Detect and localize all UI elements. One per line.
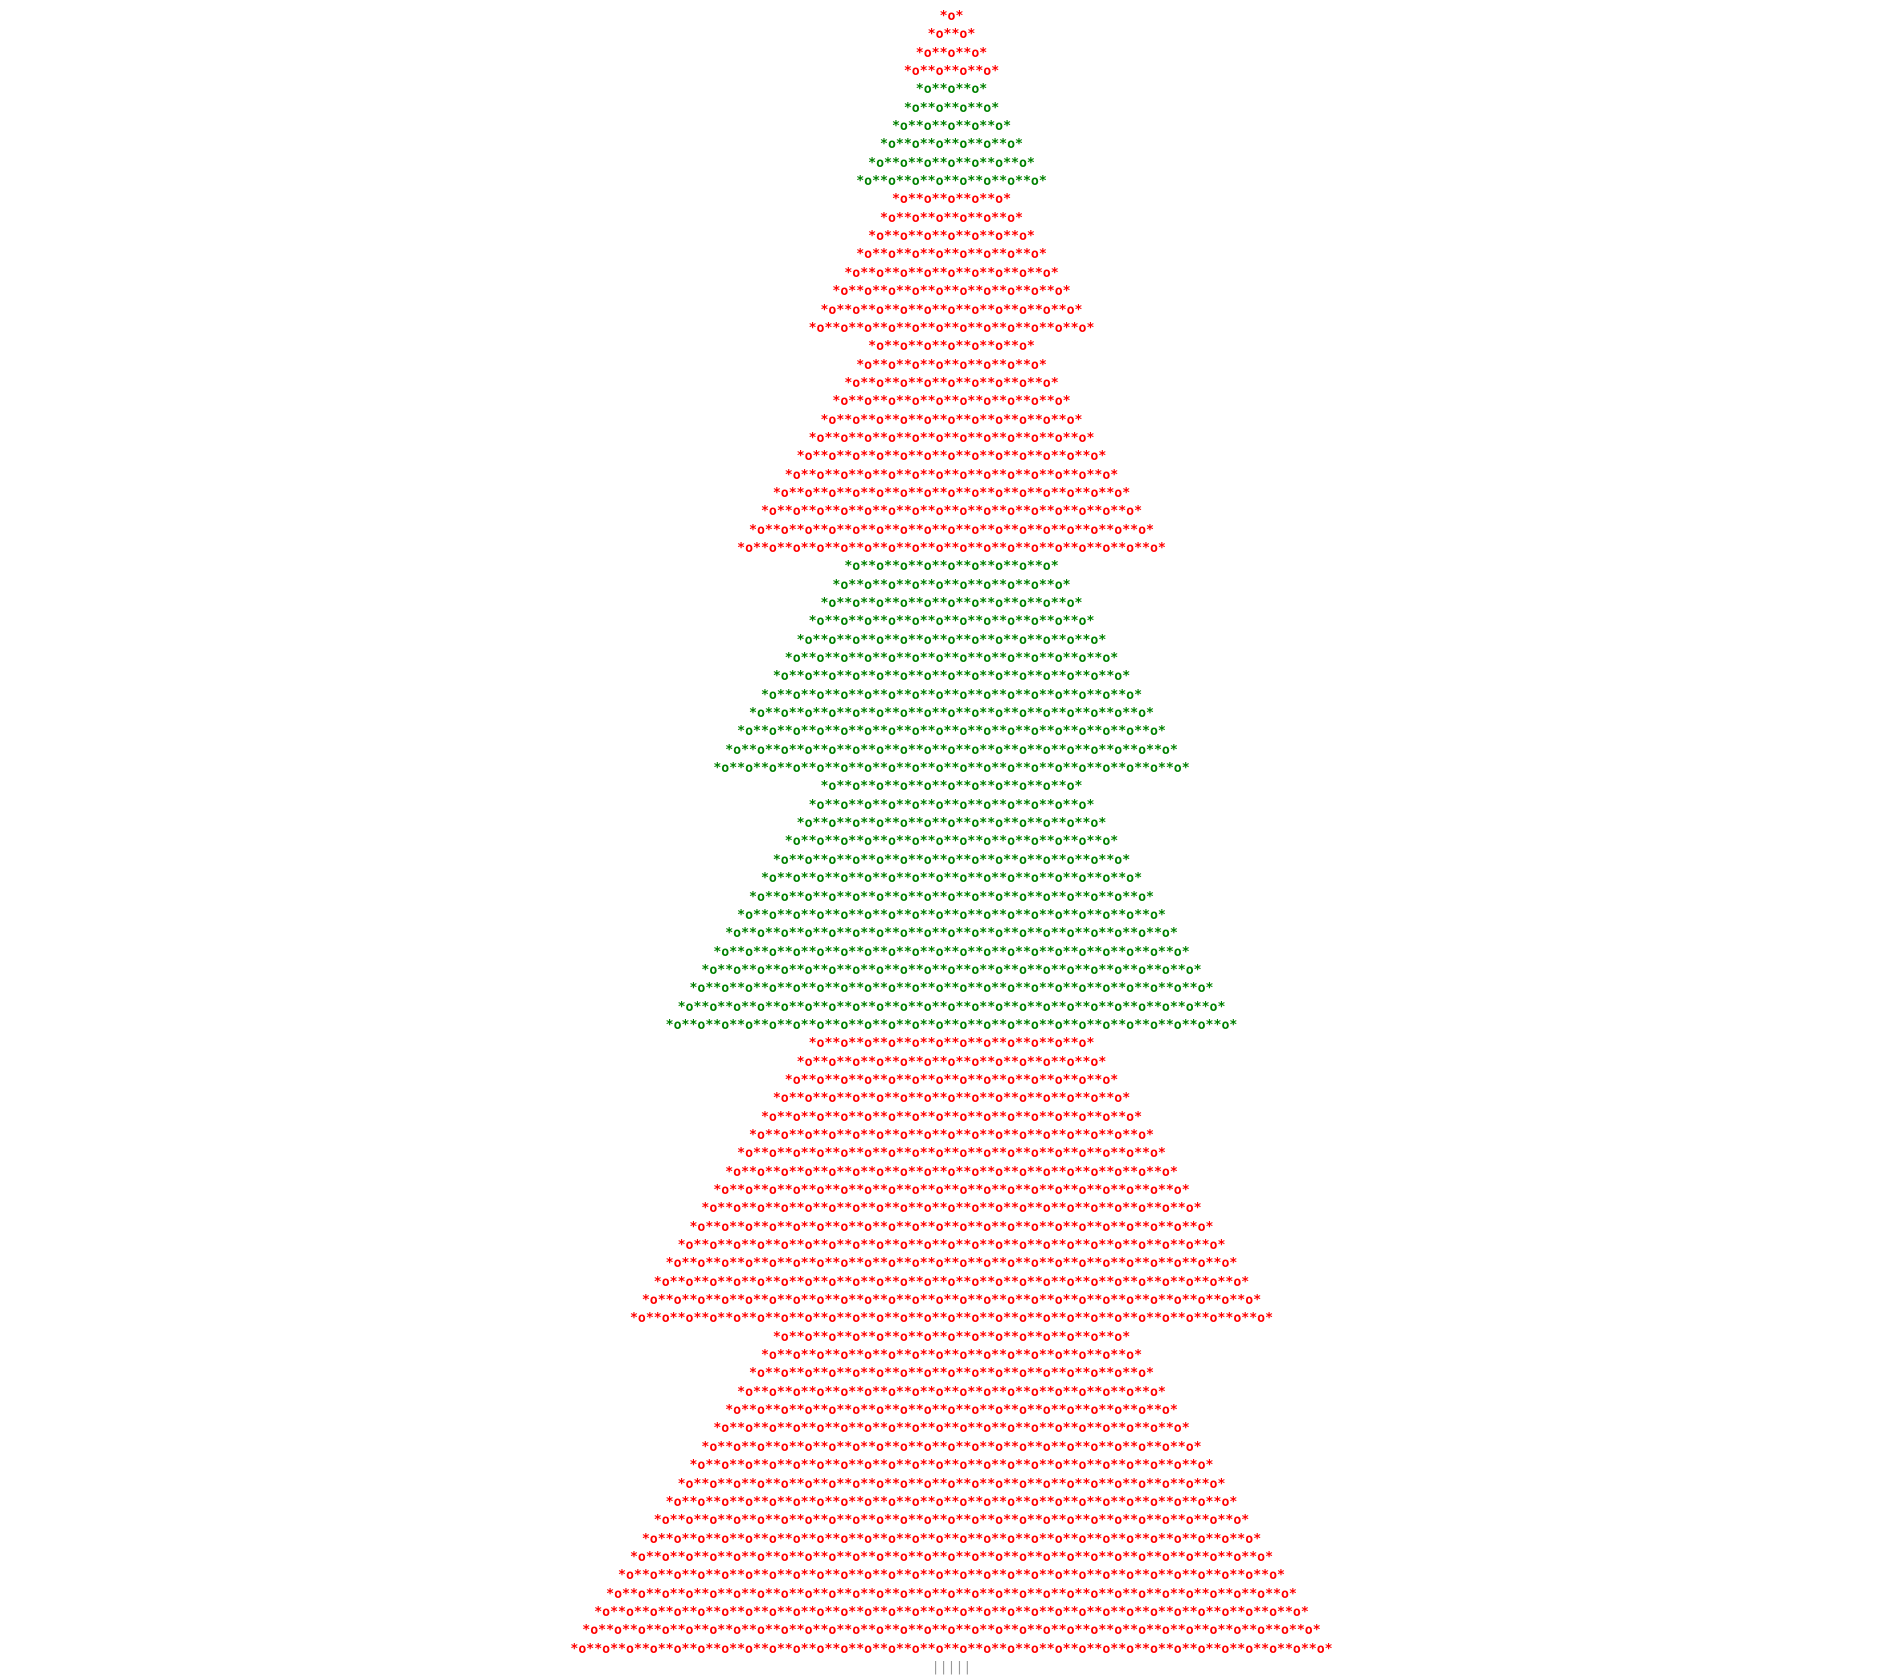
tree-row: *o**o**o**o**o**o**o**o* (856, 357, 1047, 373)
tree-row: *o**o**o**o**o**o**o**o**o**o**o**o**o**o**o**o**o**o**o**o**o**o**o**o**o**o**o**o**o**o**o* (582, 1623, 1321, 1639)
tree-row: *o**o**o**o**o**o**o**o**o**o* (832, 577, 1071, 593)
tree-row: *o**o**o**o**o**o**o**o**o**o**o**o**o**o**o**o**o**o**o**o**o**o**o* (677, 999, 1226, 1015)
tree-row: *o**o**o**o**o**o**o**o**o**o**o**o**o**o**o**o**o**o**o**o**o**o**o**o**o* (653, 1274, 1250, 1290)
tree-row: *o**o**o**o**o**o**o**o**o**o**o**o* (808, 797, 1095, 813)
tree-row: *o**o**o**o**o**o**o**o**o**o**o**o**o**o**o* (772, 1329, 1131, 1345)
tree-row: *o**o**o**o**o**o**o**o**o**o**o**o**o**o**o**o**o**o**o**o**o**o**o**o**o**o**o**o**o**o**o**o* (570, 1641, 1333, 1657)
tree-row: *o**o**o**o**o* (891, 119, 1012, 135)
tree-row: *o**o**o**o**o**o**o**o**o**o**o**o**o**o**o**o**o**o**o**o**o**o* (689, 1458, 1214, 1474)
tree-row: *o**o**o**o**o**o**o**o**o**o**o**o**o**o**o**o**o**o* (737, 1384, 1166, 1400)
tree-row: *o* (939, 9, 964, 24)
tree-segment (0, 778, 1903, 1035)
tree-row: *o**o**o**o**o**o**o**o**o**o**o**o**o**o**o**o**o* (749, 522, 1154, 538)
tree-row: *o**o**o**o**o**o**o**o**o**o**o**o**o**o**o**o**o**o**o**o**o**o**o**o* (665, 1017, 1238, 1033)
tree-row: *o**o**o**o**o**o**o**o**o**o**o**o**o**o**o**o**o**o**o**o**o**o**o**o**o**o* (641, 1531, 1262, 1547)
tree-row: *o**o**o**o**o**o**o**o**o**o**o**o**o**o**o* (772, 852, 1131, 868)
tree-segment (0, 1329, 1903, 1659)
tree-row: *o**o**o**o**o**o**o**o**o**o**o**o**o**o**o**o* (760, 1109, 1143, 1125)
tree-row: *o**o**o**o**o**o**o**o**o**o**o**o* (808, 320, 1095, 336)
tree-row: *o**o**o**o**o**o**o**o**o**o**o**o**o**o**o**o**o**o**o**o**o**o* (689, 1219, 1214, 1235)
tree-row: *o**o**o**o**o**o**o**o**o**o**o**o**o**o**o**o**o**o**o**o* (713, 761, 1190, 777)
tree-row: *o**o**o**o**o**o**o**o**o**o* (832, 394, 1071, 410)
tree-segment (0, 81, 1903, 191)
tree-row: *o**o**o**o**o**o**o**o**o**o**o**o* (808, 1036, 1095, 1052)
tree-segment (0, 1035, 1903, 1329)
tree-segment (0, 558, 1903, 778)
tree-row: *o**o**o**o**o**o* (880, 137, 1023, 153)
tree-row: *o**o**o**o**o**o**o**o**o**o**o**o**o**o* (784, 834, 1119, 850)
tree-row: *o**o**o* (915, 82, 988, 98)
tree-row: *o**o**o**o**o**o**o**o**o**o**o**o**o**o**o**o**o**o**o**o**o**o**o**o**o**o**o**o**o* (606, 1586, 1297, 1602)
tree-row: *o**o**o**o**o**o**o* (868, 339, 1035, 355)
tree-row: *o**o**o**o**o**o**o**o**o**o**o**o**o**o**o**o**o* (749, 889, 1154, 905)
tree-row: *o**o**o**o**o**o**o**o**o**o**o**o**o**o**o**o**o**o**o* (725, 1164, 1178, 1180)
tree-row: *o**o**o**o**o**o**o**o**o**o**o* (820, 412, 1083, 428)
tree-row: *o**o**o**o**o* (891, 192, 1012, 208)
tree-segment (0, 338, 1903, 558)
tree-row: *o**o**o**o**o**o**o**o**o**o**o**o* (808, 614, 1095, 630)
tree-row: *o**o**o**o**o**o**o**o**o**o* (832, 284, 1071, 300)
tree-row: *o**o**o**o**o**o**o**o**o**o**o**o**o**o**o**o**o* (749, 706, 1154, 722)
tree-row: *o**o**o**o**o**o**o**o**o**o**o**o**o**o**o**o**o**o* (737, 907, 1166, 923)
tree-row: *o**o**o**o**o**o**o**o**o**o**o**o**o**o**o* (772, 669, 1131, 685)
tree-row: *o**o**o**o**o**o**o**o**o**o**o**o**o**o**o**o* (760, 1348, 1143, 1364)
tree-row: *o**o**o**o**o**o**o**o**o**o**o* (820, 302, 1083, 318)
tree-segment (0, 8, 1903, 81)
tree-row: *o**o**o**o**o**o**o**o**o* (844, 265, 1059, 281)
tree-row: *o**o**o* (915, 45, 988, 61)
tree-segment (0, 191, 1903, 338)
tree-row: *o**o**o**o**o**o**o**o**o* (844, 375, 1059, 391)
tree-row: *o**o**o**o**o**o**o**o**o**o**o**o**o* (796, 816, 1107, 832)
tree-row: *o**o**o**o**o**o**o**o**o**o**o**o**o**o**o**o**o* (749, 1127, 1154, 1143)
tree-row: *o**o**o**o**o**o**o**o**o**o**o**o**o**o**o**o**o**o**o**o**o* (701, 1201, 1202, 1217)
tree-row: *o**o**o**o**o**o**o**o**o**o**o**o**o**o**o**o**o**o**o**o**o**o**o**o**o**o**o**o* (618, 1568, 1285, 1584)
tree-row: *o**o**o**o**o**o**o**o**o**o**o**o**o**o**o**o**o**o**o**o**o**o**o**o* (665, 1256, 1238, 1272)
tree-row: *o**o**o**o**o**o**o**o**o**o**o**o**o**o**o**o**o**o**o**o**o**o**o**o**o**o* (641, 1293, 1262, 1309)
tree-row: *o**o**o**o**o**o**o**o**o**o**o**o**o**o**o**o**o**o* (737, 1146, 1166, 1162)
tree-rows (0, 8, 1903, 1659)
tree-row: *o**o**o**o**o**o**o**o**o**o**o**o**o**o**o**o**o**o* (737, 724, 1166, 740)
tree-row: *o**o**o**o**o**o**o**o**o**o**o**o**o**o**o**o**o**o**o**o**o**o**o* (677, 1476, 1226, 1492)
tree-row: *o**o**o**o**o**o**o**o**o**o**o**o**o**o**o**o* (760, 687, 1143, 703)
tree-row: *o**o**o**o**o**o**o**o**o**o**o**o**o* (796, 1054, 1107, 1070)
tree-row: *o**o* (927, 27, 976, 43)
tree-row: *o**o**o**o**o**o* (880, 210, 1023, 226)
ascii-christmas-tree (0, 8, 1903, 1677)
tree-row: *o**o**o**o**o**o**o**o* (856, 247, 1047, 263)
tree-row: *o**o**o**o**o**o**o**o**o**o**o**o**o**o**o**o**o**o**o**o**o**o**o* (677, 1238, 1226, 1254)
tree-row: *o**o**o**o**o**o**o**o**o**o**o**o**o**o**o**o**o**o**o* (725, 926, 1178, 942)
tree-row: *o**o**o**o**o**o**o* (868, 229, 1035, 245)
tree-row: *o**o**o**o**o**o**o**o**o**o**o**o**o**o**o**o**o**o**o**o**o**o**o**o**o**o**o* (629, 1311, 1274, 1327)
tree-row: *o**o**o**o**o**o**o**o**o**o**o**o**o**o**o**o**o**o**o**o**o* (701, 1439, 1202, 1455)
tree-row: *o**o**o**o**o**o**o**o**o**o**o**o**o**o* (784, 467, 1119, 483)
tree-row: *o**o**o**o**o**o**o**o**o**o**o**o**o**o**o**o**o**o**o**o**o**o**o**o* (665, 1494, 1238, 1510)
tree-row: *o**o**o**o**o**o**o**o**o**o**o**o**o**o**o**o* (760, 871, 1143, 887)
tree-row: *o**o**o**o**o**o**o**o* (856, 174, 1047, 190)
tree-row: *o**o**o**o**o**o**o**o**o**o**o**o**o**o**o**o**o**o**o* (725, 1403, 1178, 1419)
tree-row: *o**o**o**o* (903, 64, 1000, 80)
tree-row: *o**o**o**o**o**o**o**o**o**o**o**o**o* (796, 632, 1107, 648)
tree-row: *o**o**o**o**o**o**o**o**o**o**o**o**o**o* (784, 1072, 1119, 1088)
tree-row: *o**o**o**o**o**o**o**o**o**o**o**o* (808, 430, 1095, 446)
tree-row: *o**o**o**o**o**o**o**o**o**o**o**o**o**o**o**o**o**o**o* (725, 742, 1178, 758)
tree-row: *o**o**o**o**o**o**o**o**o**o**o**o**o**o**o**o**o**o**o**o* (713, 1421, 1190, 1437)
tree-row: *o**o**o**o**o**o**o**o**o**o**o**o**o**o**o**o**o**o**o**o**o**o**o**o**o**o**o* (629, 1549, 1274, 1565)
tree-row: *o**o**o**o**o**o**o**o**o**o**o**o**o**o**o**o**o**o**o**o* (713, 944, 1190, 960)
tree-row: *o**o**o**o**o**o**o**o**o**o**o**o**o* (796, 449, 1107, 465)
tree-row: *o**o**o**o**o**o**o**o**o**o**o**o**o**o**o**o**o**o**o**o* (713, 1183, 1190, 1198)
tree-row: *o**o**o**o**o**o**o**o**o**o**o**o**o**o* (784, 651, 1119, 667)
tree-row: *o**o**o**o**o**o**o**o**o**o**o* (820, 596, 1083, 611)
tree-row: *o**o**o**o* (903, 100, 1000, 116)
tree-row: *o**o**o**o**o**o**o**o**o**o**o**o**o**o**o* (772, 1091, 1131, 1107)
tree-row: *o**o**o**o**o**o**o**o**o**o**o**o**o**o**o**o**o**o**o**o**o**o**o**o**o**o**o**o**o**o* (594, 1604, 1309, 1620)
tree-trunk: ||||| (931, 1659, 972, 1675)
tree-row: *o**o**o**o**o**o**o**o**o**o**o**o**o**o**o**o**o**o**o**o**o* (701, 962, 1202, 978)
tree-row: *o**o**o**o**o**o**o**o**o**o**o**o**o**o**o**o**o* (749, 1366, 1154, 1382)
tree-row: *o**o**o**o**o**o**o**o**o**o**o**o**o**o**o**o* (760, 504, 1143, 520)
tree-row: *o**o**o**o**o**o**o**o**o**o**o**o**o**o**o**o**o**o**o**o**o**o* (689, 981, 1214, 997)
tree-row: *o**o**o**o**o**o**o**o**o**o**o**o**o**o**o**o**o**o**o**o**o**o**o**o**o* (653, 1513, 1250, 1529)
tree-row: *o**o**o**o**o**o**o**o**o* (844, 559, 1059, 575)
tree-row: *o**o**o**o**o**o**o**o**o**o**o**o**o**o**o* (772, 485, 1131, 501)
tree-row: *o**o**o**o**o**o**o**o**o**o**o* (820, 779, 1083, 795)
tree-row: *o**o**o**o**o**o**o**o**o**o**o**o**o**o**o**o**o**o* (737, 540, 1166, 556)
tree-row: *o**o**o**o**o**o**o* (868, 155, 1035, 171)
